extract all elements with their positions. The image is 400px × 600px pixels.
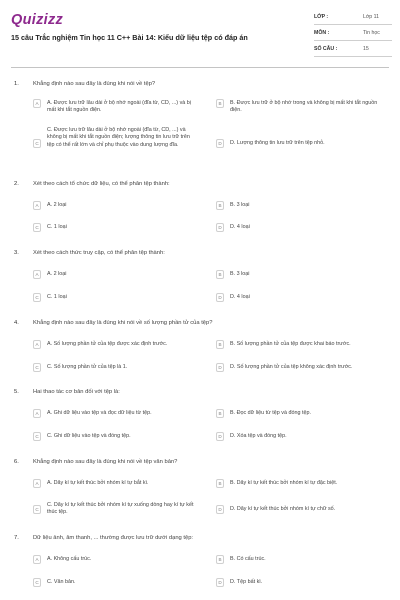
option-text: B. Có cấu trúc. (230, 555, 266, 562)
option-letter: B (216, 201, 224, 210)
option-letter: A (33, 340, 41, 349)
option-text: C. 1 loại (47, 223, 67, 230)
question-number: 1. (14, 81, 19, 87)
option-letter: C (33, 505, 41, 514)
option-text: D. Lượng thông tin lưu trữ trên tệp nhỏ. (230, 139, 325, 146)
option-letter: A (33, 409, 41, 418)
option-text: B. 3 loại (230, 270, 250, 277)
question-text: Xét theo cách tổ chức dữ liệu, có thể phân tệp thành: (33, 181, 170, 187)
option-text: C. Ghi dữ liệu vào tệp và đóng tệp. (47, 432, 131, 439)
info-row-subject (314, 26, 392, 41)
option-letter: A (33, 555, 41, 564)
option-letter: A (33, 270, 41, 279)
question-number: 7. (14, 535, 19, 541)
question-number: 6. (14, 459, 19, 465)
option-text: D. Dãy kí tự kết thúc bởi nhóm kí tự chữ số. (230, 505, 336, 512)
option-text: C. Văn bản. (47, 578, 76, 585)
option-text: A. 2 loại (47, 270, 67, 277)
option-letter: D (216, 578, 224, 587)
option-letter: D (216, 293, 224, 302)
page-title: 15 câu Trắc nghiệm Tin học 11 C++ Bài 14: Kiểu dữ liệu tệp có đáp án (11, 33, 248, 42)
info-row-count (314, 42, 392, 57)
info-value: 15 (363, 46, 369, 52)
question-text: Dữ liệu ảnh, âm thanh, ... thường được lưu trữ dưới dạng tệp: (33, 535, 194, 541)
page-header (0, 0, 400, 66)
option-text: B. Số lượng phần tử của tệp được khai báo trước. (230, 340, 351, 347)
question-text: Xét theo cách thức truy cập, có thể phân tệp thành: (33, 250, 165, 256)
option-letter: B (216, 409, 224, 418)
option-letter: B (216, 99, 224, 108)
option-text: B. Dãy kí tự kết thúc bởi nhóm kí tự đặc biệt. (230, 479, 338, 486)
option-letter: C (33, 139, 41, 148)
question-text: Khẳng định nào sau đây là đúng khi nói về tệp? (33, 81, 156, 87)
option-letter: D (216, 363, 224, 372)
option-text: A. Ghi dữ liệu vào tệp và đọc dữ liệu từ tệp. (47, 409, 152, 416)
option-letter: B (216, 340, 224, 349)
question-text: Khẳng định nào sau đây là đúng khi nói về tệp văn bản? (33, 459, 178, 465)
option-text: D. Xóa tệp và đóng tệp. (230, 432, 287, 439)
header-divider (11, 67, 389, 68)
info-value: Lớp 11 (363, 14, 379, 20)
info-panel (314, 10, 392, 58)
option-letter: A (33, 479, 41, 488)
info-label: MÔN : (314, 30, 330, 36)
option-letter: C (33, 432, 41, 441)
option-letter: A (33, 99, 41, 108)
option-letter: D (216, 432, 224, 441)
option-letter: B (216, 479, 224, 488)
option-text: A. Được lưu trữ lâu dài ở bộ nhớ ngoài (đĩa từ, CD, ...) và bị mất khi tắt nguồn điện. (47, 99, 191, 114)
info-label: LỚP : (314, 14, 329, 20)
option-text: D. Tệp bất kì. (230, 578, 263, 585)
question-number: 3. (14, 250, 19, 256)
option-letter: D (216, 139, 224, 148)
option-letter: C (33, 293, 41, 302)
option-text: A. Không cấu trúc. (47, 555, 92, 562)
info-value: Tin học (363, 30, 380, 36)
info-row-class (314, 10, 392, 25)
option-letter: C (33, 223, 41, 232)
option-letter: C (33, 363, 41, 372)
option-text: B. Được lưu trữ ở bộ nhớ trong và không bị mất khi tắt nguồn điện. (230, 99, 378, 114)
option-letter: C (33, 578, 41, 587)
quizizz-logo: Quizizz (11, 12, 64, 28)
option-text: A. Số lượng phần tử của tệp được xác định trước. (47, 340, 168, 347)
option-letter: A (33, 201, 41, 210)
question-text: Hai thao tác cơ bản đối với tệp là: (33, 389, 120, 395)
question-number: 5. (14, 389, 19, 395)
option-letter: B (216, 555, 224, 564)
option-letter: D (216, 223, 224, 232)
option-text: D. 4 loại (230, 293, 250, 300)
option-text: D. Số lượng phần tử của tệp không xác định trước. (230, 363, 353, 370)
option-text: B. 3 loại (230, 201, 250, 208)
option-letter: B (216, 270, 224, 279)
question-number: 4. (14, 320, 19, 326)
option-letter: D (216, 505, 224, 514)
option-text: C. Dãy kí tự kết thúc bởi nhóm kí tự xuống dòng hay kí tự kết thúc tệp. (47, 501, 194, 516)
question-number: 2. (14, 181, 19, 187)
option-text: A. 2 loại (47, 201, 67, 208)
option-text: C. Số lượng phần tử của tệp là 1. (47, 363, 128, 370)
option-text: C. 1 loại (47, 293, 67, 300)
option-text: D. 4 loại (230, 223, 250, 230)
option-text: B. Đọc dữ liệu từ tệp và đóng tệp. (230, 409, 311, 416)
option-text: C. Được lưu trữ lâu dài ở bộ nhớ ngoài (đĩa từ, CD, ...) và không bị mất khi tắt nguồn điện; lượng thông tin lưu trữ trên tệp có thể rất lớn và chỉ phụ thuộc vào dung lượng đĩa. (47, 126, 190, 148)
info-label: SỐ CÂU : (314, 46, 338, 52)
option-text: A. Dãy kí tự kết thúc bởi nhóm kí tự bắt kì. (47, 479, 149, 486)
question-text: Khẳng định nào sau đây là đúng khi nói về số lượng phần tử của tệp? (33, 320, 213, 326)
